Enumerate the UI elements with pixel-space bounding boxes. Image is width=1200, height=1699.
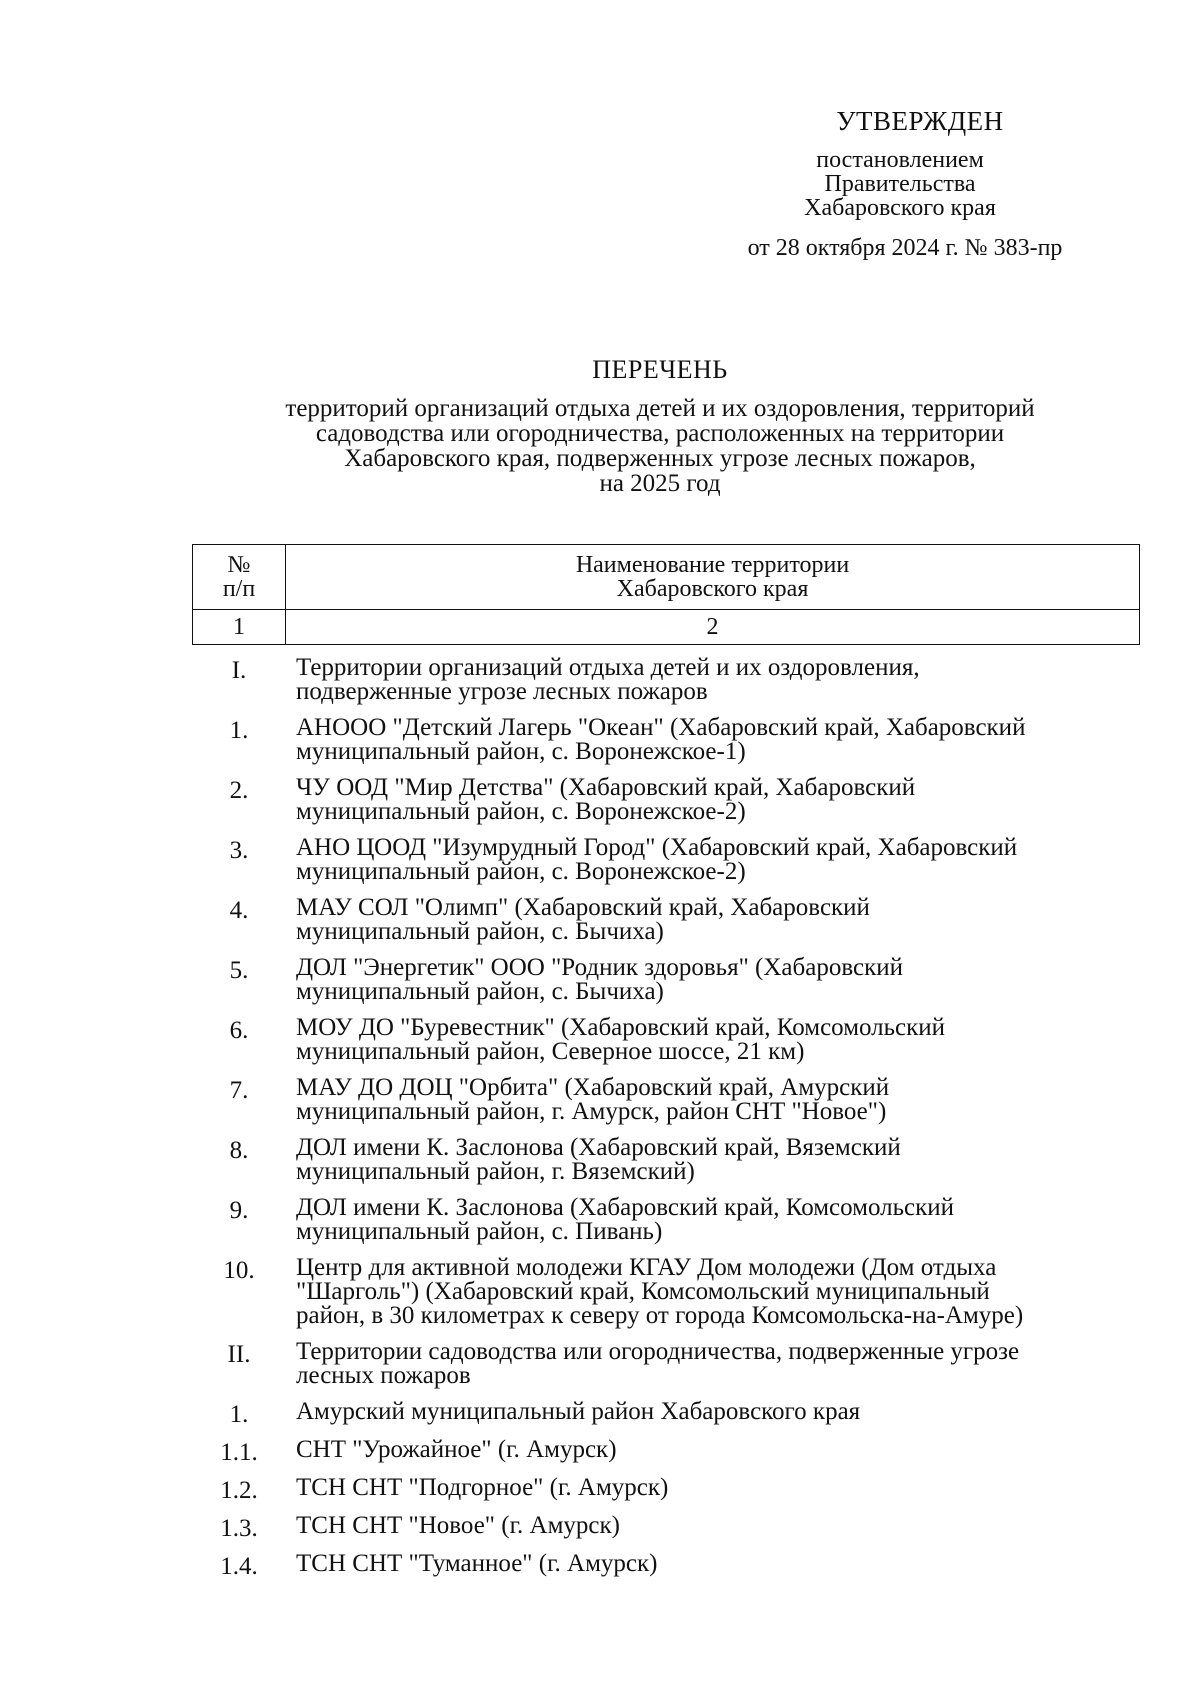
item-number: 7. <box>229 1077 249 1104</box>
item-text <box>282 776 1146 824</box>
item-text-line: муниципальный район, Северное шоссе, 21 км) <box>296 1038 805 1065</box>
item-text-line: МОУ ДО "Буревестник" (Хабаровский край, Комсомольский <box>296 1014 946 1041</box>
item-text <box>282 1076 1146 1124</box>
item-text <box>282 1196 1146 1244</box>
header-name-line: Хабаровского края <box>616 576 809 602</box>
item-number: II. <box>227 1341 251 1368</box>
list-item <box>196 1136 1146 1184</box>
list-item <box>196 1400 1146 1427</box>
item-number: 1.4. <box>220 1553 258 1580</box>
item-number: 9. <box>229 1197 249 1224</box>
list-item <box>196 1256 1146 1328</box>
subtitle-line: Хабаровского края, подверженных угрозе лесных пожаров, <box>344 445 976 472</box>
item-text <box>282 656 1146 704</box>
item-text-line: лесных пожаров <box>296 1362 471 1389</box>
item-text <box>282 896 1146 944</box>
item-text-line: ТСН СНТ "Новое" (г. Амурск) <box>296 1512 620 1539</box>
list-item <box>196 836 1146 884</box>
item-text-line: АНООО "Детский Лагерь "Океан" (Хабаровский край, Хабаровский <box>296 714 1026 741</box>
column-index-2: 2 <box>286 610 1140 645</box>
list-item <box>196 1438 1146 1465</box>
item-text <box>282 836 1146 884</box>
item-text <box>282 1136 1146 1184</box>
item-number: 3. <box>229 837 249 864</box>
list-header-table <box>192 544 1140 645</box>
header-row <box>193 545 1140 610</box>
document-subtitle <box>180 396 1140 496</box>
approval-line-1: постановлением <box>816 147 984 173</box>
territory-list <box>196 656 1146 1590</box>
header-number-abbr: п/п <box>222 576 256 602</box>
item-text <box>282 716 1146 764</box>
item-text-line: муниципальный район, с. Воронежское-2) <box>296 858 746 885</box>
item-text-line: муниципальный район, с. Бычиха) <box>296 918 664 945</box>
header-name-line: Наименование территории <box>575 552 850 578</box>
item-number: 2. <box>229 777 249 804</box>
list-item <box>196 1514 1146 1541</box>
item-text-line: ДОЛ имени К. Заслонова (Хабаровский край, Комсомольский <box>296 1194 955 1221</box>
item-number: 1. <box>229 1401 249 1428</box>
header-number-symbol: № <box>227 552 251 578</box>
item-text-line: ТСН СНТ "Подгорное" (г. Амурск) <box>296 1474 669 1501</box>
item-text-line: Территории организаций отдыха детей и их оздоровления, <box>296 654 920 681</box>
item-text-line: муниципальный район, г. Амурск, район СНТ "Новое") <box>296 1098 887 1125</box>
item-number: 8. <box>229 1137 249 1164</box>
item-text-line: МАУ ДО ДОЦ "Орбита" (Хабаровский край, Амурский <box>296 1074 890 1101</box>
item-number: 1.3. <box>220 1515 258 1542</box>
approval-date: от 28 октября 2024 г. № 383-пр <box>747 235 1063 261</box>
list-item <box>196 956 1146 1004</box>
list-item <box>196 1016 1146 1064</box>
column-index-row <box>193 610 1140 645</box>
item-text <box>282 1438 1146 1462</box>
item-text-line: подверженные угрозе лесных пожаров <box>296 678 708 705</box>
item-text-line: ТСН СНТ "Туманное" (г. Амурск) <box>296 1550 658 1577</box>
approval-block <box>700 104 1100 262</box>
list-item <box>196 1340 1146 1388</box>
item-text-line: муниципальный район, с. Пивань) <box>296 1218 663 1245</box>
subtitle-line: территорий организаций отдыха детей и их оздоровления, территорий <box>285 395 1035 422</box>
item-text-line: муниципальный район, с. Воронежское-2) <box>296 798 746 825</box>
item-text-line: ДОЛ имени К. Заслонова (Хабаровский край, Вяземский <box>296 1134 901 1161</box>
item-text-line: муниципальный район, г. Вяземский) <box>296 1158 695 1185</box>
item-text-line: Центр для активной молодежи КГАУ Дом молодежи (Дом отдыха <box>296 1254 997 1281</box>
item-text <box>282 1256 1146 1328</box>
item-text <box>282 1476 1146 1500</box>
item-number: 4. <box>229 897 249 924</box>
approval-line-3: Хабаровского края <box>804 195 996 221</box>
list-item <box>196 776 1146 824</box>
item-text <box>282 1552 1146 1576</box>
header-name-cell <box>286 545 1140 610</box>
document-title: ПЕРЕЧЕНЬ <box>592 355 728 384</box>
approval-line-2: Правительства <box>824 171 976 197</box>
item-text-line: муниципальный район, с. Воронежское-1) <box>296 738 746 765</box>
item-text <box>282 1400 1146 1424</box>
list-item <box>196 716 1146 764</box>
item-number: I. <box>231 657 247 684</box>
list-item <box>196 896 1146 944</box>
list-item <box>196 1076 1146 1124</box>
item-number: 10. <box>223 1257 255 1284</box>
item-number: 1.1. <box>220 1439 258 1466</box>
subtitle-line: на 2025 год <box>599 470 721 497</box>
item-text-line: муниципальный район, с. Бычиха) <box>296 978 664 1005</box>
item-text <box>282 1514 1146 1538</box>
item-number: 1.2. <box>220 1477 258 1504</box>
item-text-line: ЧУ ООД "Мир Детства" (Хабаровский край, Хабаровский <box>296 774 916 801</box>
list-item <box>196 1196 1146 1244</box>
list-item <box>196 656 1146 704</box>
item-text-line: Амурский муниципальный район Хабаровского края <box>296 1398 861 1425</box>
subtitle-line: садоводства или огородничества, расположенных на территории <box>315 420 1005 447</box>
item-text-line: Территории садоводства или огородничества, подверженные угрозе <box>296 1338 1020 1365</box>
list-item <box>196 1476 1146 1503</box>
item-text-line: "Шарголь") (Хабаровский край, Комсомольский муниципальный <box>296 1278 990 1305</box>
item-text-line: МАУ СОЛ "Олимп" (Хабаровский край, Хабаровский <box>296 894 870 921</box>
item-number: 1. <box>229 717 249 744</box>
item-text <box>282 1016 1146 1064</box>
header-number-cell <box>193 545 286 610</box>
document-heading <box>180 354 1140 496</box>
item-text <box>282 956 1146 1004</box>
item-text-line: СНТ "Урожайное" (г. Амурск) <box>296 1436 617 1463</box>
item-number: 5. <box>229 957 249 984</box>
item-text-line: АНО ЦООД "Изумрудный Город" (Хабаровский край, Хабаровский <box>296 834 1018 861</box>
list-item <box>196 1552 1146 1579</box>
item-text-line: ДОЛ "Энергетик" ООО "Родник здоровья" (Хабаровский <box>296 954 903 981</box>
item-number: 6. <box>229 1017 249 1044</box>
approved-stamp: УТВЕРЖДЕН <box>836 106 1004 136</box>
item-text-line: район, в 30 километрах к северу от города Комсомольска-на-Амуре) <box>296 1302 1024 1329</box>
item-text <box>282 1340 1146 1388</box>
column-index-1: 1 <box>193 610 286 645</box>
